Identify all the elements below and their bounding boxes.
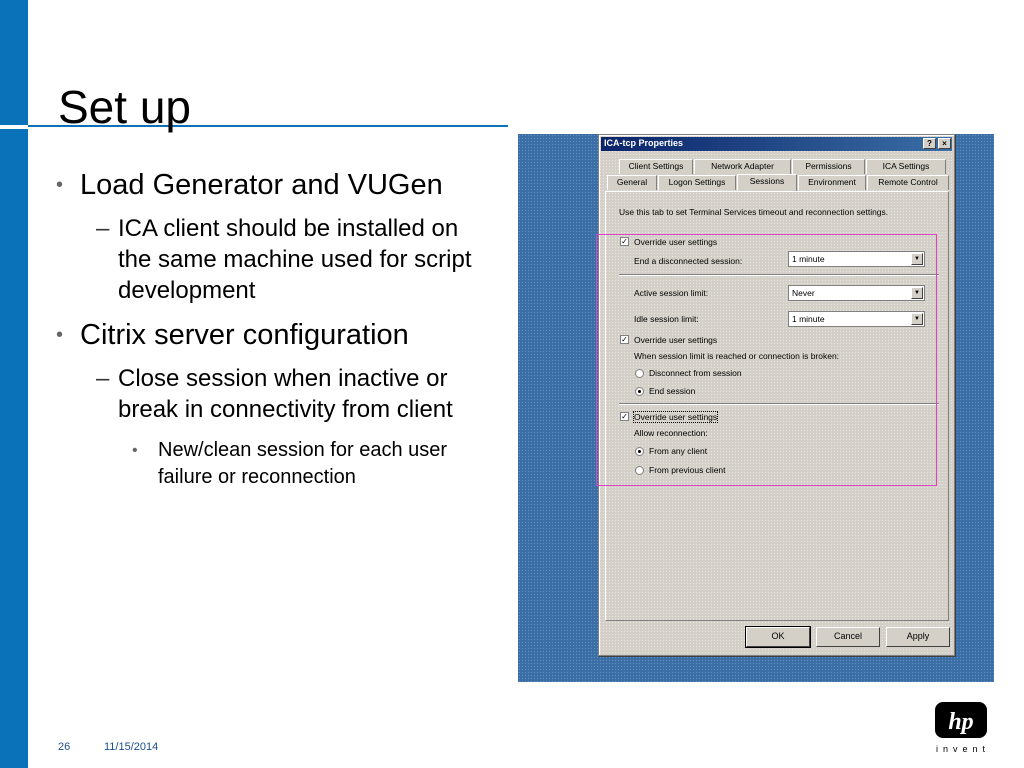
tab-ica-settings[interactable]: ICA Settings: [866, 159, 946, 174]
apply-button[interactable]: Apply: [886, 627, 950, 647]
end-disconnected-label: End a disconnected session:: [634, 256, 743, 266]
left-accent-bar: [0, 0, 28, 768]
chevron-down-icon[interactable]: ▼: [911, 287, 923, 299]
tab-permissions[interactable]: Permissions: [792, 159, 865, 174]
ok-button[interactable]: OK: [746, 627, 810, 647]
override-checkbox-2[interactable]: ✓: [621, 335, 628, 344]
tab-environment[interactable]: Environment: [798, 175, 866, 190]
sub-bullet-dash: –: [96, 365, 110, 392]
sub-bullet-dash: –: [96, 215, 110, 242]
accent-notch: [0, 125, 28, 129]
tab-logon-settings[interactable]: Logon Settings: [658, 175, 736, 190]
active-limit-value: Never: [792, 288, 815, 298]
dialog-title: ICA-tcp Properties: [604, 138, 684, 148]
active-limit-label: Active session limit:: [634, 288, 709, 298]
idle-limit-label: Idle session limit:: [634, 314, 699, 324]
svg-text:hp: hp: [948, 709, 974, 735]
bullet-dot: •: [56, 174, 64, 196]
bullet-2-sub-sub-text: New/clean session for each user failure or reconnection: [158, 439, 448, 488]
broken-label: When session limit is reached or connection is broken:: [634, 351, 840, 361]
end-session-option-label: End session: [649, 386, 696, 396]
override-label-1: Override user settings: [634, 237, 718, 247]
end-disconnected-value: 1 minute: [792, 254, 825, 264]
override-checkbox-1[interactable]: ✓: [621, 237, 628, 246]
override-label-2: Override user settings: [634, 335, 718, 345]
bullet-2-sub-1: [56, 363, 496, 425]
bullet-2-text: Citrix server configuration: [80, 319, 409, 351]
from-any-option-label: From any client: [649, 446, 708, 456]
bullet-2-sub-1-sub-1: [56, 437, 496, 491]
bullet-1-text: Load Generator and VUGen: [80, 169, 443, 201]
override-label-3: Override user settings: [634, 412, 718, 422]
bullet-2-sub-1-text: Close session when inactive or break in connectivity from client: [118, 365, 453, 423]
bullet-1-sub-1-text: ICA client should be installed on the same machine used for script development: [118, 215, 472, 304]
idle-limit-value: 1 minute: [792, 314, 825, 324]
chevron-down-icon[interactable]: ▼: [911, 253, 923, 265]
tab-remote-control[interactable]: Remote Control: [867, 175, 949, 190]
chevron-down-icon[interactable]: ▼: [911, 313, 923, 325]
slide-date: 11/15/2014: [104, 741, 159, 753]
bullet-2: [56, 318, 496, 353]
cancel-button[interactable]: Cancel: [816, 627, 880, 647]
allow-reconnect-label: Allow reconnection:: [634, 428, 708, 438]
slide-title: Set up: [58, 81, 191, 133]
bullet-1-sub-1: [56, 213, 496, 306]
page-number: 26: [58, 741, 71, 753]
from-previous-option-label: From previous client: [649, 465, 726, 475]
bullet-dot: •: [132, 442, 138, 459]
disconnect-option-label: Disconnect from session: [649, 368, 742, 378]
tab-client-settings[interactable]: Client Settings: [619, 159, 693, 174]
override-checkbox-3[interactable]: ✓: [621, 412, 628, 421]
close-button[interactable]: ×: [938, 138, 951, 149]
bullet-dot: •: [56, 324, 64, 346]
bullet-1: [56, 168, 496, 203]
intro-text: Use this tab to set Terminal Services timeout and reconnection settings.: [619, 207, 889, 217]
help-button[interactable]: ?: [923, 138, 936, 149]
dialog-titlebar: [601, 137, 952, 151]
highlight-box: [596, 234, 937, 486]
dialog-screenshot: [518, 134, 994, 682]
tab-sessions[interactable]: Sessions: [737, 174, 797, 191]
bullet-list: [56, 168, 496, 491]
hp-logo-icon: [933, 700, 991, 740]
tab-network-adapter[interactable]: Network Adapter: [694, 159, 791, 174]
tab-general[interactable]: General: [607, 175, 657, 190]
hp-invent-text: invent: [936, 744, 991, 754]
